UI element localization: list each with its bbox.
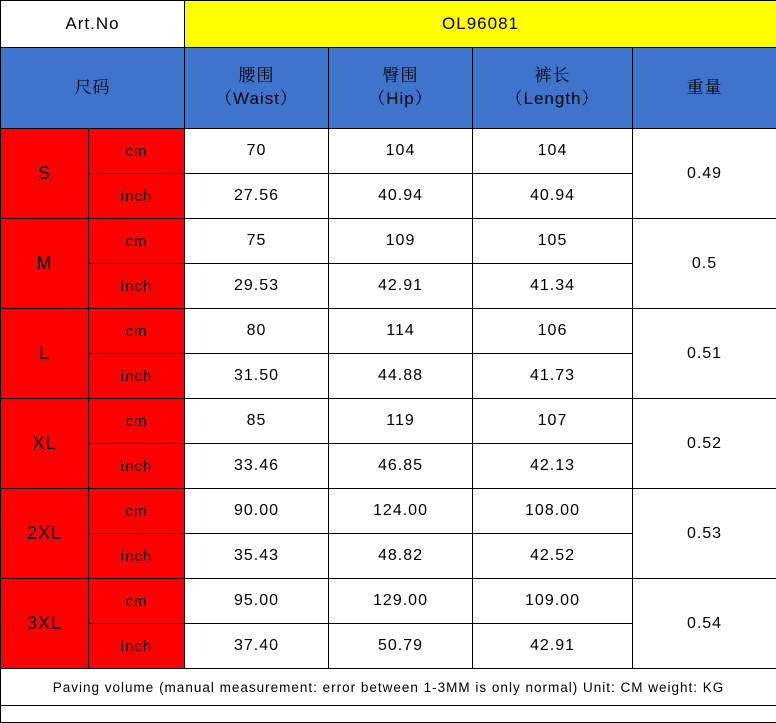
value-length-inch: 42.91 [473, 624, 633, 669]
unit-inch: inch [89, 264, 185, 309]
unit-cm: cm [89, 399, 185, 444]
value-weight: 0.52 [633, 399, 776, 489]
unit-cm: cm [89, 309, 185, 354]
value-length-inch: 41.34 [473, 264, 633, 309]
value-waist-cm: 85 [185, 399, 329, 444]
value-hip-inch: 46.85 [329, 444, 473, 489]
table-row [1, 579, 776, 624]
value-length-cm: 105 [473, 219, 633, 264]
value-length-inch: 41.73 [473, 354, 633, 399]
value-hip-inch: 50.79 [329, 624, 473, 669]
value-weight: 0.49 [633, 129, 776, 219]
size-label-s: S [1, 129, 89, 219]
value-length-cm: 109.00 [473, 579, 633, 624]
value-waist-inch: 33.46 [185, 444, 329, 489]
header-hip-en: （Hip） [330, 88, 471, 111]
table-row [1, 309, 776, 354]
value-waist-inch: 27.56 [185, 174, 329, 219]
table-row [1, 399, 776, 444]
value-weight: 0.53 [633, 489, 776, 579]
footer-partial-cell [1, 706, 776, 723]
header-size [1, 48, 185, 129]
value-waist-inch: 29.53 [185, 264, 329, 309]
value-hip-cm: 104 [329, 129, 473, 174]
unit-inch: inch [89, 174, 185, 219]
size-label-2xl: 2XL [1, 489, 89, 579]
value-waist-cm: 75 [185, 219, 329, 264]
art-no-row [1, 1, 776, 48]
value-hip-inch: 48.82 [329, 534, 473, 579]
value-hip-inch: 42.91 [329, 264, 473, 309]
column-header-row [1, 48, 776, 129]
header-hip [329, 48, 473, 129]
header-weight-cn: 重量 [634, 77, 775, 100]
value-length-inch: 42.13 [473, 444, 633, 489]
value-hip-cm: 109 [329, 219, 473, 264]
value-weight: 0.5 [633, 219, 776, 309]
value-waist-cm: 95.00 [185, 579, 329, 624]
unit-inch: inch [89, 354, 185, 399]
footer-note: Paving volume (manual measurement: error between 1-3MM is only normal) Unit: CM weight: KG [1, 669, 776, 706]
value-weight: 0.51 [633, 309, 776, 399]
unit-inch: inch [89, 534, 185, 579]
unit-cm: cm [89, 489, 185, 534]
art-no-value: OL96081 [185, 1, 776, 48]
footer-note-row [1, 669, 776, 706]
value-length-cm: 104 [473, 129, 633, 174]
header-waist [185, 48, 329, 129]
value-waist-cm: 90.00 [185, 489, 329, 534]
unit-cm: cm [89, 129, 185, 174]
table-row [1, 219, 776, 264]
value-waist-inch: 37.40 [185, 624, 329, 669]
value-hip-cm: 129.00 [329, 579, 473, 624]
value-hip-inch: 40.94 [329, 174, 473, 219]
value-length-inch: 40.94 [473, 174, 633, 219]
header-weight [633, 48, 776, 129]
unit-inch: inch [89, 624, 185, 669]
value-hip-cm: 114 [329, 309, 473, 354]
value-length-cm: 106 [473, 309, 633, 354]
value-length-cm: 108.00 [473, 489, 633, 534]
header-size-cn: 尺码 [2, 77, 183, 100]
footer-partial-row [1, 706, 776, 723]
value-hip-cm: 119 [329, 399, 473, 444]
unit-cm: cm [89, 219, 185, 264]
value-waist-inch: 31.50 [185, 354, 329, 399]
table-row [1, 489, 776, 534]
value-length-cm: 107 [473, 399, 633, 444]
size-label-m: M [1, 219, 89, 309]
size-label-xl: XL [1, 399, 89, 489]
value-length-inch: 42.52 [473, 534, 633, 579]
header-waist-cn: 腰围 [186, 65, 327, 88]
header-length [473, 48, 633, 129]
value-waist-inch: 35.43 [185, 534, 329, 579]
size-label-3xl: 3XL [1, 579, 89, 669]
header-length-en: （Length） [474, 88, 631, 111]
value-hip-inch: 44.88 [329, 354, 473, 399]
unit-inch: inch [89, 444, 185, 489]
header-hip-cn: 臀围 [330, 65, 471, 88]
value-weight: 0.54 [633, 579, 776, 669]
value-hip-cm: 124.00 [329, 489, 473, 534]
value-waist-cm: 70 [185, 129, 329, 174]
unit-cm: cm [89, 579, 185, 624]
size-label-l: L [1, 309, 89, 399]
value-waist-cm: 80 [185, 309, 329, 354]
header-waist-en: （Waist） [186, 88, 327, 111]
header-length-cn: 裤长 [474, 65, 631, 88]
art-no-label: Art.No [1, 1, 185, 48]
table-row [1, 129, 776, 174]
